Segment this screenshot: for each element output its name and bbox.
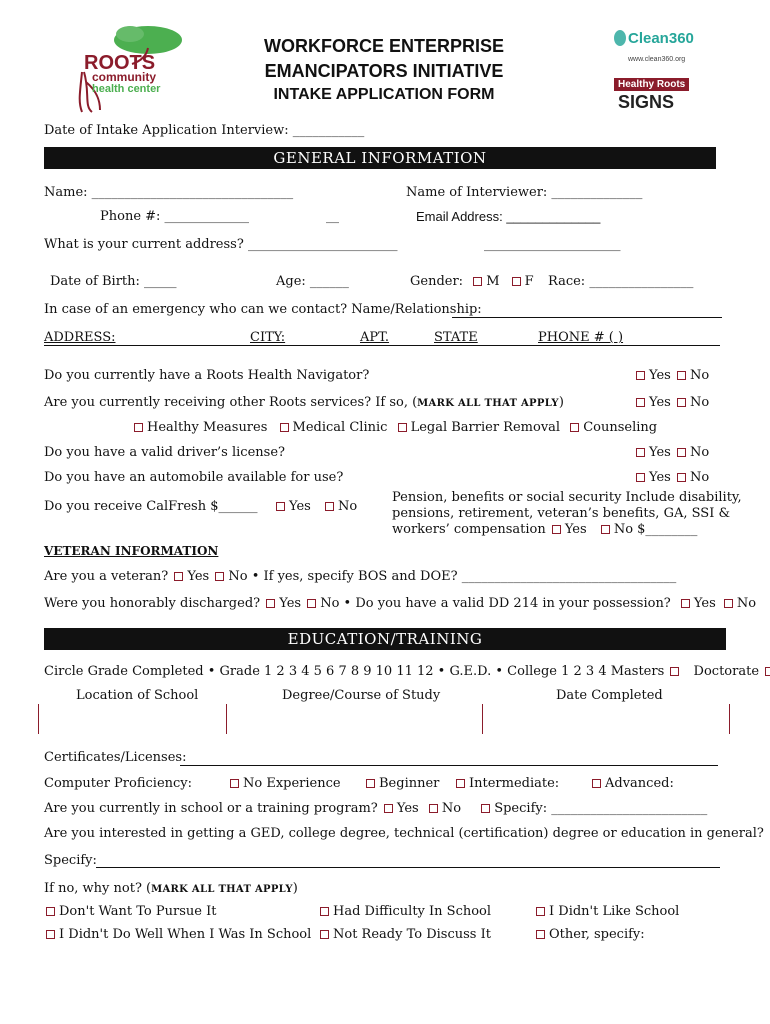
signs-top: Healthy Roots — [614, 78, 689, 91]
reason-option — [536, 904, 679, 919]
license-yn — [636, 445, 709, 460]
why-not-close: ) — [292, 881, 298, 896]
yes-label: Yes — [187, 569, 210, 584]
veteran-row — [44, 569, 676, 584]
school-table-divider — [482, 704, 483, 734]
no-label: No — [689, 470, 710, 485]
address-field[interactable]: What is your current address? _______________________ — [44, 237, 398, 252]
signs-logo — [612, 78, 688, 114]
veteran-question: Are you a veteran? — [44, 569, 169, 584]
services-q-close: ) — [558, 395, 564, 410]
emergency-contact: In case of an emergency who can we contact? Name/Relationship: — [44, 302, 482, 317]
computer-label: Computer Proficiency: — [44, 776, 193, 791]
prof-no-experience — [230, 776, 341, 791]
col-location: Location of School — [76, 688, 199, 703]
addr-col-phone: PHONE # ( ) — [538, 330, 624, 345]
services-question — [44, 395, 564, 410]
prof-label: Advanced: — [605, 776, 674, 791]
yes-checkbox[interactable] — [636, 448, 645, 457]
auto-question: Do you have an automobile available for use? — [44, 470, 344, 485]
services-q-emphasis: MARK ALL THAT APPLY — [417, 398, 559, 409]
navigator-yn — [636, 368, 709, 383]
phone-dash: __ — [326, 209, 339, 224]
discharge-row — [44, 596, 756, 611]
grade-line[interactable]: Circle Grade Completed • Grade 1 2 3 4 5 6 7 8 9 10 11 12 • G.E.D. • College 1 2 3 4 Masters — [44, 664, 665, 679]
school-table-divider — [729, 704, 730, 734]
reason-label: Don't Want To Pursue It — [59, 904, 217, 919]
prof-label: Beginner — [379, 776, 440, 791]
services-yn — [636, 395, 709, 410]
yes-checkbox[interactable] — [636, 473, 645, 482]
no-checkbox[interactable] — [601, 525, 610, 534]
in-school-row — [44, 801, 707, 816]
prof-label: No Experience — [243, 776, 341, 791]
reason-label: Other, specify: — [549, 927, 645, 942]
school-table-divider — [226, 704, 227, 734]
license-question: Do you have a valid driver’s license? — [44, 445, 285, 460]
dd214-question: No • Do you have a valid DD 214 in your possession? — [320, 596, 671, 611]
prof-advanced — [592, 776, 674, 791]
checkbox[interactable] — [536, 930, 545, 939]
yes-label: Yes — [649, 395, 671, 410]
general-section-header: GENERAL INFORMATION — [44, 147, 716, 169]
doctorate-checkbox[interactable] — [765, 667, 770, 676]
roots-logo — [70, 22, 190, 114]
checkbox[interactable] — [536, 907, 545, 916]
addr-col-city: CITY: — [250, 330, 286, 345]
pension-line3 — [392, 522, 697, 537]
checkbox[interactable] — [46, 930, 55, 939]
race-field[interactable]: Race: ________________ — [548, 274, 694, 289]
no-checkbox[interactable] — [215, 572, 224, 581]
reason-option — [536, 927, 645, 942]
yes-checkbox[interactable] — [636, 398, 645, 407]
yes-label: Yes — [279, 596, 302, 611]
checkbox[interactable] — [230, 779, 239, 788]
no-label: No — [736, 596, 757, 611]
pension-line2: pensions, retirement, veteran’s benefits, GA, SSI & — [392, 506, 731, 521]
service-label: Legal Barrier Removal — [410, 420, 561, 435]
yes-label: Yes — [396, 801, 419, 816]
specify-checkbox[interactable] — [481, 804, 490, 813]
gender-f-checkbox[interactable] — [512, 277, 521, 286]
no-checkbox[interactable] — [677, 398, 686, 407]
pension-workers-comp: workers’ compensation — [392, 522, 546, 537]
gender-f-label: F — [524, 274, 534, 289]
yes-checkbox[interactable] — [174, 572, 183, 581]
pension-line1: Pension, benefits or social security Include disability, — [392, 490, 742, 505]
yes-checkbox[interactable] — [266, 599, 275, 608]
gender-m-checkbox[interactable] — [473, 277, 482, 286]
yes-checkbox[interactable] — [552, 525, 561, 534]
specify-line[interactable] — [96, 867, 720, 868]
in-school-question: Are you currently in school or a training program? — [44, 801, 378, 816]
education-section-header: EDUCATION/TRAINING — [44, 628, 726, 650]
reason-option — [320, 904, 491, 919]
service-label: Healthy Measures — [147, 420, 268, 435]
emergency-line[interactable] — [452, 317, 722, 318]
service-checkbox[interactable] — [134, 423, 143, 432]
prof-intermediate — [456, 776, 559, 791]
reason-label: Had Difficulty In School — [333, 904, 492, 919]
why-not-emphasis: MARK ALL THAT APPLY — [151, 884, 293, 895]
calfresh-yn — [276, 499, 357, 514]
clean360-name: Clean360 — [628, 30, 694, 47]
gender-label: Gender: — [410, 274, 464, 289]
roots-name: ROOTS — [84, 52, 156, 74]
school-table-divider — [38, 704, 39, 734]
interested-question: Are you interested in getting a GED, college degree, technical (certification) degree or education in general? — [44, 826, 764, 841]
clean360-logo — [612, 24, 702, 68]
col-date: Date Completed — [556, 688, 663, 703]
yes-label: Yes — [564, 522, 587, 537]
interviewer-field[interactable]: Name of Interviewer: ______________ — [406, 185, 643, 200]
why-not-question — [44, 881, 298, 896]
gender-m-label: M — [486, 274, 500, 289]
dob-field[interactable]: Date of Birth: _____ — [50, 274, 177, 289]
specify-inline[interactable]: Specify: ________________________ — [494, 801, 708, 816]
service-checkbox[interactable] — [280, 423, 289, 432]
why-not-text: If no, why not? ( — [44, 881, 152, 896]
checkbox[interactable] — [592, 779, 601, 788]
age-field[interactable]: Age: ______ — [276, 274, 349, 289]
addr-col-address: ADDRESS: — [44, 330, 116, 345]
form-title-line2: EMANCIPATORS INITIATIVE — [264, 61, 504, 81]
addr-underline[interactable] — [44, 345, 720, 346]
no-checkbox[interactable] — [677, 371, 686, 380]
checkbox[interactable] — [46, 907, 55, 916]
doctorate-label: Doctorate — [693, 664, 760, 679]
yes-checkbox[interactable] — [636, 371, 645, 380]
no-checkbox[interactable] — [307, 599, 316, 608]
reason-option — [320, 927, 491, 942]
roots-community: community — [92, 70, 157, 84]
roots-health-center: health center — [92, 83, 161, 95]
pension-no-amount[interactable]: No $________ — [613, 522, 698, 537]
intake-date[interactable]: Date of Intake Application Interview: ___________ — [44, 123, 365, 138]
yes-label: Yes — [649, 445, 671, 460]
no-label: No — [441, 801, 462, 816]
checkbox[interactable] — [320, 907, 329, 916]
no-checkbox[interactable] — [677, 448, 686, 457]
service-checkbox[interactable] — [398, 423, 407, 432]
reason-option — [46, 927, 311, 942]
clean360-url: www.clean360.org — [628, 56, 686, 63]
no-checkbox[interactable] — [429, 804, 438, 813]
checkbox[interactable] — [320, 930, 329, 939]
no-checkbox[interactable] — [724, 599, 733, 608]
reason-label: I Didn't Like School — [549, 904, 680, 919]
yes-label: Yes — [289, 499, 311, 514]
yes-label: Yes — [693, 596, 716, 611]
masters-checkbox[interactable] — [670, 667, 679, 676]
services-options — [134, 420, 657, 435]
service-checkbox[interactable] — [570, 423, 579, 432]
yes-label: Yes — [649, 368, 671, 383]
addr-col-state: STATE — [434, 330, 478, 345]
veteran-bos-doe[interactable]: No • If yes, specify BOS and DOE? _________________________________ — [228, 569, 677, 584]
no-checkbox[interactable] — [325, 502, 334, 511]
certificates-line[interactable] — [180, 765, 718, 766]
yes-label: Yes — [649, 470, 671, 485]
signs-bottom: SIGNS — [618, 92, 675, 112]
no-label: No — [689, 368, 710, 383]
veteran-heading: VETERAN INFORMATION — [44, 544, 219, 558]
reason-label: Not Ready To Discuss It — [333, 927, 491, 942]
yes-checkbox[interactable] — [276, 502, 285, 511]
auto-yn — [636, 470, 709, 485]
phone-field[interactable]: Phone #: _____________ — [100, 209, 250, 224]
checkbox[interactable] — [366, 779, 375, 788]
service-label: Counseling — [583, 420, 658, 435]
calfresh-question[interactable]: Do you receive CalFresh $______ — [44, 499, 258, 514]
no-label: No — [689, 395, 710, 410]
checkbox[interactable] — [456, 779, 465, 788]
form-subtitle: INTAKE APPLICATION FORM — [273, 86, 495, 103]
no-checkbox[interactable] — [677, 473, 686, 482]
col-degree: Degree/Course of Study — [282, 688, 441, 703]
form-title-line1: WORKFORCE ENTERPRISE — [263, 36, 504, 56]
navigator-question: Do you currently have a Roots Health Navigator? — [44, 368, 370, 383]
specify-label: Specify: — [44, 853, 97, 868]
reason-label: I Didn't Do Well When I Was In School — [59, 927, 312, 942]
certificates-label: Certificates/Licenses: — [44, 750, 187, 765]
email-field[interactable]: Email Address: _____________ — [416, 209, 601, 224]
prof-label: Intermediate: — [469, 776, 560, 791]
grade-completed — [44, 664, 770, 679]
address-line2[interactable]: _____________________ — [484, 237, 621, 252]
no-label: No — [337, 499, 358, 514]
services-q-text: Are you currently receiving other Roots services? If so, ( — [44, 395, 418, 410]
droplet-icon — [614, 30, 626, 46]
yes-checkbox[interactable] — [384, 804, 393, 813]
addr-col-apt: APT. — [360, 330, 390, 345]
yes-checkbox[interactable] — [681, 599, 690, 608]
reason-option — [46, 904, 216, 919]
no-label: No — [689, 445, 710, 460]
discharge-question: Were you honorably discharged? — [44, 596, 261, 611]
gender-group — [410, 274, 534, 289]
prof-beginner — [366, 776, 439, 791]
service-label: Medical Clinic — [292, 420, 388, 435]
name-field[interactable]: Name: _______________________________ — [44, 185, 294, 200]
